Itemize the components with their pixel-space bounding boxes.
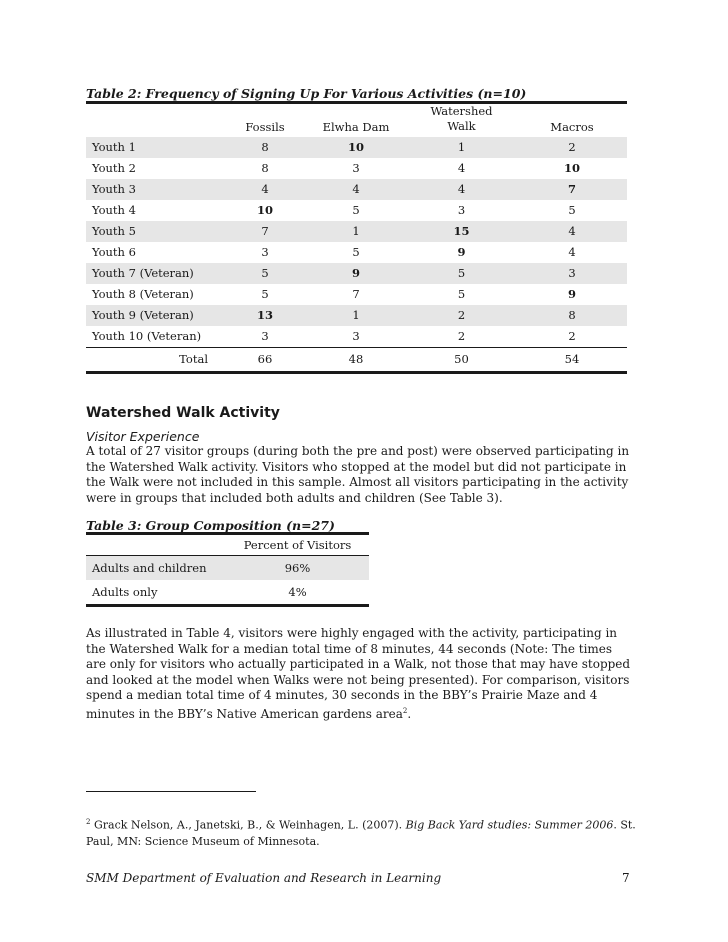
paragraph-2: As illustrated in Table 4, visitors were highly engaged with the activity, participating in the Watershed Walk for a median total time of 8 minutes, 44 seconds (Note: The times are only for visitors who actually participated in a Walk, not those that may have stopped and looked at the model when Walks were not being presented). For comparison, visitors spend a median total time of 4 minutes, 30 seconds in the BBY’s Prairie Maze and 4 minutes in the BBY’s Native American gardens area$^2$. [86, 626, 631, 721]
table2-col-elwha: Elwha Dam [322, 120, 390, 134]
total-cell: 48 [348, 352, 364, 366]
row-label: Youth 1 [86, 137, 224, 158]
paragraph-2-text: As illustrated in Table 4, visitors were highly engaged with the activity, participating in the Watershed Walk for a median total time of 8 minutes, 44 seconds (Note: The times are only for visitors who actually participated in a Walk, not those that may have stopped and looked at the model when Walks were not being presented). For comparison, visitors spend a median total time of 4 minutes, 30 seconds in the BBY’s Prairie Maze and 4 minutes in the BBY’s Native American gardens area [86, 626, 631, 721]
row-label: Youth 3 [86, 179, 224, 200]
cell: 3 [261, 245, 269, 259]
cell: 4 [306, 179, 406, 200]
cell: 1 [406, 137, 517, 158]
cell: 1 [306, 221, 406, 242]
table2-col-watershed-line2: Walk [447, 119, 476, 133]
footnote-title: Big Back Yard studies: Summer 2006 [405, 818, 614, 832]
cell: 5 [457, 287, 466, 301]
table3-col-percent: Percent of Visitors [243, 537, 352, 552]
table-row [86, 200, 627, 221]
cell: 13 [224, 305, 306, 326]
footer-org: SMM Department of Evaluation and Research in Learning [86, 871, 442, 885]
cell: 96% [226, 556, 369, 581]
table-row [86, 137, 627, 158]
total-cell: 54 [564, 352, 580, 366]
cell: 3 [352, 329, 360, 343]
table-row [86, 326, 627, 348]
table-row [86, 242, 627, 263]
table-row [86, 263, 627, 284]
row-label: Youth 9 (Veteran) [86, 305, 224, 326]
row-label: Youth 4 [92, 203, 136, 217]
section-heading: Watershed Walk Activity [86, 405, 280, 421]
cell: 10 [563, 161, 580, 175]
footnote-number: 2 [86, 818, 91, 826]
total-cell: 66 [257, 352, 273, 366]
page-number: 7 [622, 871, 630, 885]
cell: 1 [306, 305, 406, 326]
table-row [86, 580, 369, 606]
table3-header-row [86, 534, 369, 556]
cell: 3 [352, 161, 360, 175]
row-label: Adults and children [86, 556, 226, 581]
cell: 10 [256, 203, 273, 217]
table2-col-watershed [406, 103, 517, 138]
table-row [86, 284, 627, 305]
table-row [86, 158, 627, 179]
cell: 9 [567, 287, 576, 301]
row-label: Youth 7 (Veteran) [86, 263, 224, 284]
section-subheading: Visitor Experience [86, 429, 200, 444]
total-cell: 50 [454, 352, 469, 366]
row-label: Youth 8 (Veteran) [92, 287, 194, 301]
table3 [86, 532, 369, 607]
cell: 2 [406, 305, 517, 326]
paragraph-1: A total of 27 visitor groups (during both the pre and post) were observed participating in the Watershed Walk activity. Visitors who stopped at the model but did not participate in the Walk were not included in this sample. Almost all visitors participating in the activity were in groups that included both adults and children (See Table 3). [86, 444, 630, 505]
cell: 4 [406, 179, 517, 200]
table-row [86, 305, 627, 326]
cell: 8 [224, 137, 306, 158]
footnote [86, 814, 636, 850]
table3-caption: Table 3: Group Composition (n=27) [86, 518, 335, 533]
cell: 4 [457, 161, 466, 175]
footnote-ref: 2 [402, 706, 408, 715]
table-row [86, 179, 627, 200]
footnote-publisher: . St. Paul, MN: Science Museum of Minnesota. [86, 818, 636, 848]
cell: 4 [224, 179, 306, 200]
cell: 8 [261, 161, 269, 175]
cell: 5 [568, 203, 576, 217]
total-label: Total [179, 352, 208, 366]
cell: 4 [568, 245, 576, 259]
cell: 2 [517, 137, 627, 158]
cell: 8 [517, 305, 627, 326]
cell: 2 [568, 329, 576, 343]
cell: 9 [457, 245, 466, 259]
cell: 3 [517, 263, 627, 284]
cell: 4 [517, 221, 627, 242]
cell: 5 [352, 203, 360, 217]
cell: 3 [457, 203, 466, 217]
cell: 4% [288, 584, 307, 599]
cell: 15 [406, 221, 517, 242]
table2 [86, 101, 627, 374]
table-row [86, 556, 369, 581]
cell: 10 [306, 137, 406, 158]
row-label: Youth 10 (Veteran) [92, 329, 202, 343]
table2-col-macros: Macros [550, 120, 594, 134]
cell: 7 [517, 179, 627, 200]
table2-col-watershed-line1: Watershed [430, 104, 493, 118]
cell: 3 [261, 329, 269, 343]
table2-header-row [86, 103, 627, 138]
cell: 7 [224, 221, 306, 242]
cell: 5 [224, 263, 306, 284]
footnote-divider [86, 791, 256, 792]
cell: 5 [261, 287, 269, 301]
cell: 5 [352, 245, 360, 259]
row-label: Youth 6 [92, 245, 136, 259]
table2-col-fossils: Fossils [245, 120, 285, 134]
table2-total-row [86, 348, 627, 373]
footnote-authors: Grack Nelson, A., Janetski, B., & Weinhagen, L. (2007). [93, 818, 403, 832]
table-row [86, 221, 627, 242]
row-label: Youth 5 [86, 221, 224, 242]
row-label: Youth 2 [92, 161, 136, 175]
cell: 7 [352, 287, 360, 301]
cell: 5 [406, 263, 517, 284]
cell: 9 [306, 263, 406, 284]
row-label: Adults only [92, 584, 158, 599]
table2-caption: Table 2: Frequency of Signing Up For Various Activities (n=10) [86, 86, 527, 101]
cell: 2 [457, 329, 466, 343]
